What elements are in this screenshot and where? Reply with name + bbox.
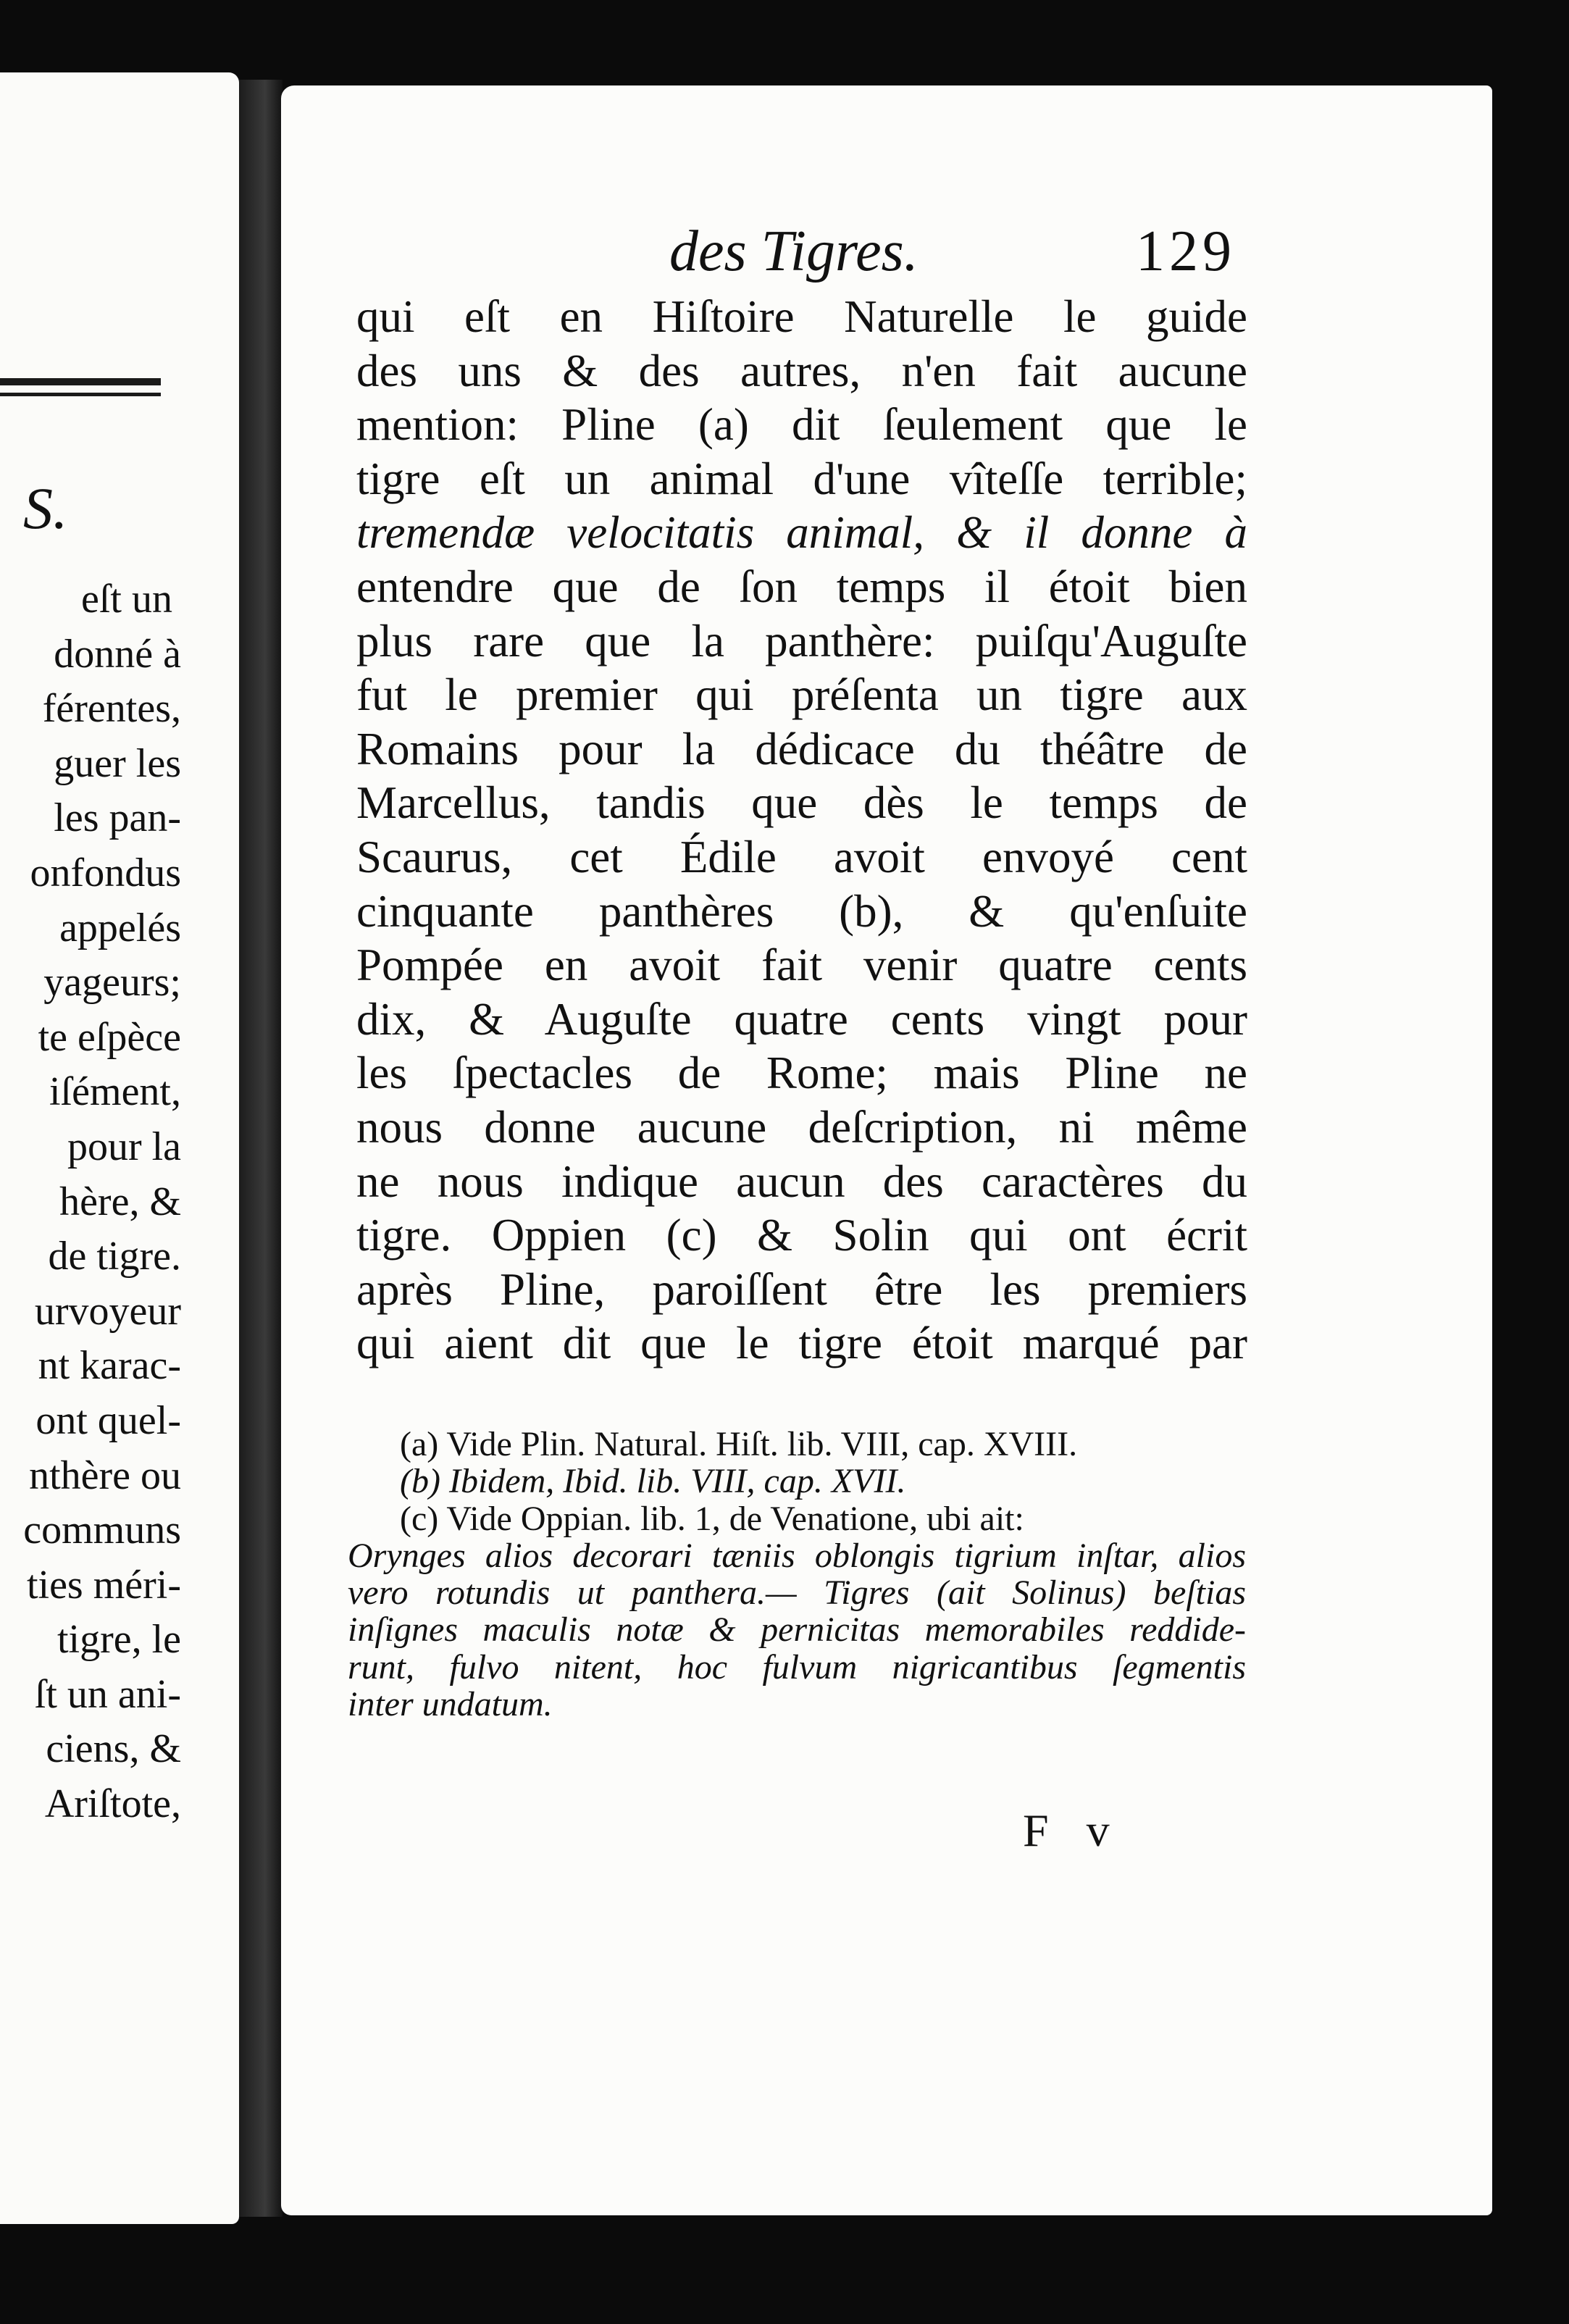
text-line: Marcellus, tandis que dès le temps de <box>356 777 1247 829</box>
text-line: Pompée en avoit fait venir quatre cents <box>356 940 1247 991</box>
left-page-line: onfondus <box>30 850 181 895</box>
text-line: tigre eſt un animal d'une vîteſſe terrible; <box>356 453 1247 504</box>
left-page-line: eſt un <box>81 577 172 622</box>
left-page-line: iſément, <box>49 1069 181 1115</box>
left-page-line: férentes, <box>42 686 181 732</box>
left-page-line: ſt un ani- <box>34 1671 181 1717</box>
footnote-a: (a) Vide Plin. Natural. Hiſt. lib. VIII, cap. XVIII. <box>400 1426 1078 1463</box>
text-line: dix, & Auguſte quatre cents vingt pour <box>356 993 1247 1045</box>
footnote-c-line: inter undatum. <box>348 1686 553 1723</box>
text-line: des uns & des autres, n'en fait aucune <box>356 345 1247 396</box>
footnotes <box>348 1426 1246 1723</box>
left-page-line: urvoyeur <box>34 1288 181 1334</box>
left-page-line: donné à <box>54 631 181 677</box>
text-line: cinquante panthères (b), & qu'enſuite <box>356 885 1247 937</box>
text-line: qui aient dit que le tigre étoit marqué par <box>356 1318 1247 1369</box>
left-page-line: nt karac- <box>38 1343 181 1389</box>
text-line: les ſpectacles de Rome; mais Pline ne <box>356 1048 1247 1099</box>
text-line: nous donne aucune deſcription, ni même <box>356 1101 1247 1153</box>
text-line: plus rare que la panthère: puiſqu'Auguſte <box>356 615 1247 666</box>
footnote-c: (c) Vide Oppian. lib. 1, de Venatione, ubi ait: <box>400 1500 1024 1537</box>
left-page-line: ciens, & <box>46 1726 181 1772</box>
text-line: après Pline, paroiſſent être les premiers <box>356 1263 1247 1315</box>
left-page-heading-letter: S. <box>23 475 68 541</box>
footnote-c-line: runt, fulvo nitent, hoc fulvum nigricantibus ſegmentis <box>348 1648 1246 1686</box>
footnote-c-line: inſignes maculis notæ & pernicitas memorabiles reddide- <box>348 1611 1246 1649</box>
footnote-b: (b) Ibidem, Ibid. lib. VIII, cap. XVII. <box>400 1463 906 1500</box>
left-page <box>0 72 239 2224</box>
main-text <box>356 290 1247 1371</box>
text-line: entendre que de ſon temps il étoit bien <box>356 561 1247 612</box>
text-line: Romains pour la dédicace du théâtre de <box>356 723 1247 774</box>
left-page-line: les pan- <box>54 795 181 841</box>
left-page-line: tigre, le <box>57 1617 181 1663</box>
footnote-c-line: Orynges alios decorari tæniis oblongis tigrium inſtar, alios <box>348 1537 1246 1575</box>
left-page-line: nthère ou <box>29 1452 181 1498</box>
left-page-line: communs <box>23 1508 181 1553</box>
left-page-text <box>0 572 239 1832</box>
left-page-line: te eſpèce <box>38 1014 181 1060</box>
text-line: tremendæ velocitatis animal, & il donne à <box>356 507 1247 559</box>
text-line: Scaurus, cet Édile avoit envoyé cent <box>356 831 1247 882</box>
left-page-line: hère, & <box>59 1179 181 1224</box>
left-page-line: appelés <box>59 905 181 950</box>
left-page-line: ties méri- <box>26 1562 181 1608</box>
footnote-c-line: vero rotundis ut panthera.— Tigres (ait Solinus) beſtias <box>348 1574 1246 1612</box>
text-line: tigre. Oppien (c) & Solin qui ont écrit <box>356 1210 1247 1261</box>
left-page-line: Ariſtote, <box>44 1781 181 1827</box>
left-page-line: de tigre. <box>48 1234 181 1279</box>
page-number: 129 <box>1136 220 1236 283</box>
text-line: mention: Pline (a) dit ſeulement que le <box>356 399 1247 451</box>
text-line: ne nous indique aucun des caractères du <box>356 1155 1247 1207</box>
left-page-line: pour la <box>67 1124 181 1169</box>
text-line: qui eſt en Hiſtoire Naturelle le guide <box>356 291 1247 342</box>
running-head: des Tigres. <box>669 220 919 283</box>
left-page-line: guer les <box>54 740 181 786</box>
left-page-line: yageurs; <box>43 960 181 1006</box>
left-page-rule <box>0 378 161 385</box>
book-gutter <box>239 80 283 2217</box>
left-page-rule-thin <box>0 393 161 396</box>
left-page-line: ont quel- <box>35 1397 181 1443</box>
signature-mark: F v <box>1023 1805 1123 1856</box>
text-line: fut le premier qui préſenta un tigre aux <box>356 669 1247 721</box>
